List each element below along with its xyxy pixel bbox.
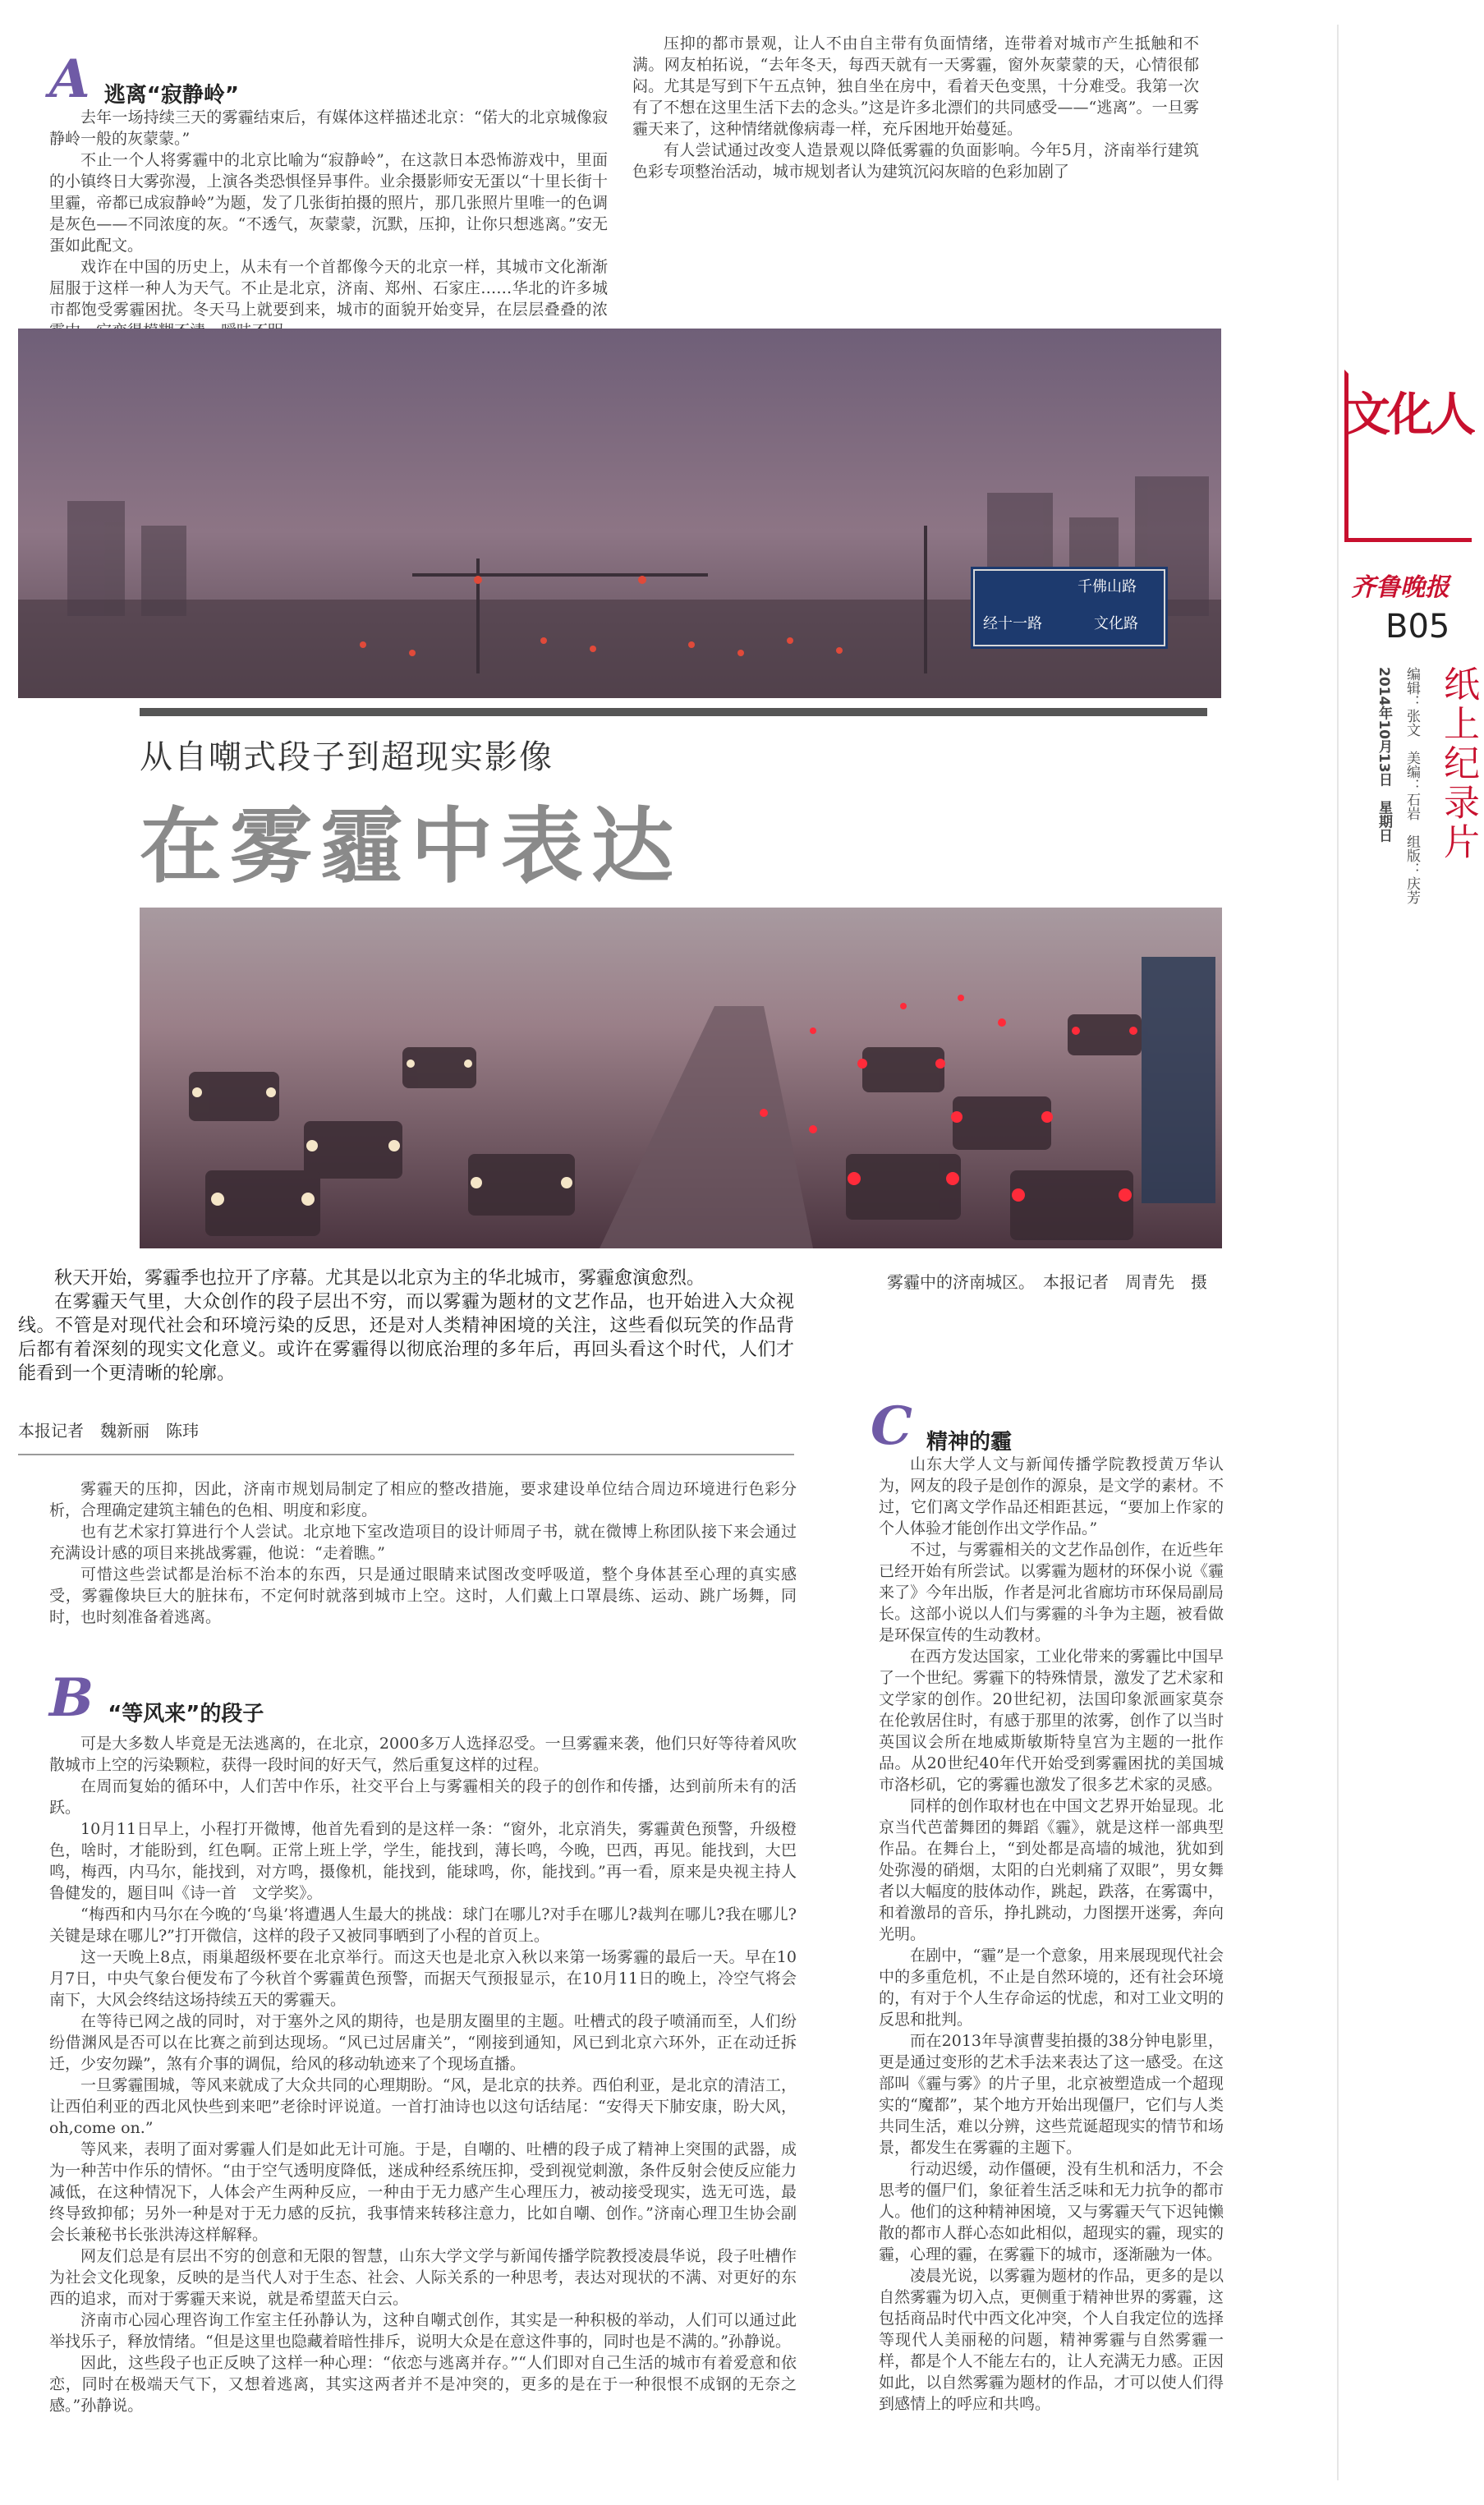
masthead-column [1335, 0, 1481, 2505]
page-section-title: 纸上纪录片 [1437, 665, 1479, 862]
paragraph: 不止一个人将雾霾中的北京比喻为“寂静岭”，在这款日本恐怖游戏中，里面的小镇终日大雾弥漫，上演各类恐惧怪异事件。业余摄影师安无蛋以“十里长街十里霾，帝都已成寂静岭”为题，发了几张街拍摄的照片，那几张照片里唯一的色调是灰色——不同浓度的灰。“不透气，灰蒙蒙，沉默，压抑，让你只想逃离。”安无蛋如此配文。 [49, 151, 608, 255]
issue-date: 2014年10月13日 星期日 [1376, 667, 1392, 843]
page-number: B05 [1385, 608, 1450, 646]
section-a-left-column [49, 107, 608, 319]
paragraph: 有人尝试通过改变人造景观以降低雾霾的负面影响。今年5月，济南举行建筑色彩专项整治活动，城市规划者认为建筑沉闷灰暗的色彩加剧了 [632, 141, 1199, 181]
intro-paragraph: 在雾霾天气里，大众创作的段子层出不穷，而以雾霾为题材的文艺作品，也开始进入大众视线。不管是对现代社会和环境污染的反思，还是对人类精神困境的关注，这些看似玩笑的作品背后都有着深刻的现实文化意义。或许在雾霾得以彻底治理的多年后，再回头看这个时代，人们才能看到一个更清晰的轮廓。 [18, 1292, 794, 1384]
section-c-title: 精神的霾 [926, 1430, 1013, 1455]
intro-paragraph: 秋天开始，雾霾季也拉开了序幕。尤其是以北京为主的华北城市，雾霾愈演愈烈。 [54, 1268, 705, 1289]
paper-name-logo: 齐鲁晚报 [1351, 573, 1450, 602]
section-b-heading [49, 1667, 542, 1729]
paragraph: 凌晨光说，以雾霾为题材的作品，更多的是以自然雾霾为切入点，更侧重于精神世界的雾霾，这包括商品时代中西文化冲突，个人自我定位的选择等现代人美丽秘的问题，精神雾霾与自然雾霾一样，都是个人不能左右的，让人充满无力感。正因如此，以自然雾霾为题材的作品，才可以使人们得到感情上的呼应和共鸣。 [879, 2267, 1224, 2413]
section-letter-a: A [49, 48, 90, 110]
paragraph: 戏诈在中国的历史上，从未有一个首都像今天的北京一样，其城市文化渐渐屈服于这样一种人为天气。不止是北京，济南、郑州、石家庄……华北的许多城市都饱受雾霾困扰。冬天马上就要到来，城市的面貌开始变异，在层层叠叠的浓 [49, 258, 608, 319]
paragraph: 因此，这些段子也正反映了这样一种心理：“依恋与逃离并存。”“人们即对自己生活的城市有着爱意和依恋，同时在极端天气下，又想着逃离，其实这两者并不是冲突的，更多的是在于一种很恨不成钢的无奈之感。”孙静说。 [49, 2354, 797, 2415]
section-b-body [49, 1733, 797, 2480]
paragraph: 行动迟缓，动作僵硬，没有生机和活力，不会思考的僵尸们，象征着生活乏味和无力抗争的都市人。他们的这种精神困境，又与雾霾天气下迟钝懒散的都市人群心态如此相似，超现实的霾，现实的霾，心理的霾，在雾霾下的城市，逐渐融为一体。 [879, 2160, 1224, 2264]
paragraph: 在周而复始的循环中，人们苦中作乐，社交平台上与雾霾相关的段子的创作和传播，达到前所未有的活跃。 [49, 1777, 797, 1817]
section-c-body [879, 1454, 1224, 2480]
paragraph: 不过，与雾霾相关的文艺作品创作，在近些年已经开始有所尝试。以雾霾为题材的环保小说《霾来了》今年出版，作者是河北省廊坊市环保局副局长。这部小说以人们与雾霾的斗争为主题，被看做是环保宣传的生动教材。 [879, 1541, 1224, 1644]
road-sign-text: 文化路 [1094, 615, 1138, 632]
section-a-right-column [632, 33, 1199, 279]
section-divider [18, 1454, 794, 1455]
paragraph: 而在2013年导演曹斐拍摄的38分钟电影里，更是通过变形的艺术手法来表达了这一感受。在这部叫《霾与雾》的片子里，北京被塑造成一个超现实的“魔都”，某个地方开始出现僵尸，它们与人类共同生活，难以分辨，这些荒诞超现实的情节和场景，都发生在雾霾的主题下。 [879, 2032, 1224, 2157]
paragraph: 济南市心园心理咨询工作室主任孙静认为，这种自嘲式创作，其实是一种积极的举动，人们可以通过此举找乐子，释放情绪。“但是这里也隐藏着暗性排斥，说明大众是在意这件事的，同时也是不满的。”孙静说。 [49, 2311, 797, 2351]
paragraph: 网友们总是有层出不穷的创意和无限的智慧，山东大学文学与新闻传播学院教授凌晨华说，段子吐槽作为社会文化现象，反映的是当代人对于生态、社会、人际关系的一种思考，表达对现状的不满、对更好的东西的追求，而对于雾霾天来说，就是希望蓝天白云。 [49, 2247, 797, 2308]
paragraph: 去年一场持续三天的雾霾结束后，有媒体这样描述北京：“偌大的北京城像寂静岭一般的灰蒙蒙。” [49, 108, 608, 148]
road-sign-text: 经十一路 [983, 615, 1042, 632]
section-a-continued [49, 1478, 797, 1628]
paragraph: 山东大学人文与新闻传播学院教授黄万华认为，网友的段子是创作的源泉，是文学的素材。不过，它们离文学作品还相距甚远，“要加上作家的个人体验才能创作出文学作品。” [879, 1455, 1224, 1537]
paragraph: 在等待已网之战的同时，对于塞外之风的期待，也是朋友圈里的主题。吐槽式的段子喷涌而至，人们纷纷借渊风是否可以在比赛之前到达现场。“风已过居庸关”，“刚接到通知，风已到北京六环外，正在动迁拆迁，少安勿躁”，煞有介事的调侃，给风的移动轨迹来了个现场直播。 [49, 2012, 797, 2073]
headline-rule [140, 708, 1207, 716]
section-a-title: 逃离“寂静岭” [103, 83, 239, 108]
paragraph: 在剧中，“霾”是一个意象，用来展现现代社会中的多重危机，不止是自然环境的，还有社会环境的，有对于个人生存命运的忧虑，和对工业文明的反思和批判。 [879, 1947, 1224, 2029]
paragraph: 压抑的都市景观，让人不由自主带有负面情绪，连带着对城市产生抵触和不满。网友柏拓说，“去年冬天，每西天就有一天雾霾，窗外灰蒙蒙的天，心情很郁闷。尤其是写到下午五点钟，独自坐在房中，看着天色变黑，十分难受。我第一次有了不想在这里生活下去的念头。”这是许多北漂们的共同感受——“逃离”。一旦雾霾天来了，这种情绪就像病毒一样，充斥困地开始蔓延。 [632, 34, 1199, 138]
section-letter-b: B [49, 1667, 94, 1729]
paragraph: “梅西和内马尔在今晚的‘鸟巢’将遭遇人生最大的挑战：球门在哪儿?对手在哪儿?裁判在哪儿?我在哪儿?关键是球在哪儿?”打开微信，这样的段子又被同事晒到了小程的首页上。 [49, 1905, 797, 1945]
section-a-heading [49, 48, 378, 110]
paragraph: 可惜这些尝试都是治标不治本的东西，只是通过眼睛来试图改变呼吸道，整个身体甚至心理的真实感受，雾霾像块巨大的脏抹布，不定何时就落到城市上空。这时，人们戴上口罩晨练、运动、跳广场舞，同时，也时刻准备着逃离。 [49, 1565, 797, 1626]
paragraph: 一旦雾霾围城，等风来就成了大众共同的心理期盼。“风，是北京的扶养。西伯利亚，是北京的清洁工，让西伯利亚的西北风快些到来吧”老徐时评说道。一首打油诗也以这句话结尾：“安得天下肺安康，盼大风，oh,come on.” [49, 2076, 797, 2137]
paragraph: 可是大多数人毕竟是无法逃离的，在北京，2000多万人选择忍受。一旦雾霾来袭，他们只好等待着风吹散城市上空的污染颗粒，获得一段时间的好天气，然后重复这样的过程。 [49, 1735, 797, 1774]
column-name: 文化人 [1344, 388, 1473, 442]
section-b-title: “等风来”的段子 [108, 1702, 264, 1726]
paragraph: 等风来，表明了面对雾霾人们是如此无计可施。于是，自嘲的、吐槽的段子成了精神上突围的武器，成为一种苦中作乐的情怀。“由于空气透明度降低，迷成种经系统压抑，受到视觉刺激，条件反射会使反应能力减低，在这种情况下，人体会产生两种反应，一种由于无力感产生心理压力，被动接受现实，选无可选，最终导致抑郁；另外一种是对于无力感的反抗，我事情来转移注意力，比如自嘲、创作。”济南心理卫生协会副会长兼秘书长张洪涛这样解释。 [49, 2140, 797, 2244]
paragraph: 同样的创作取材也在中国文艺界开始显现。北京当代芭蕾舞团的舞蹈《霾》，就是这样一部典型作品。在舞台上，“到处都是高墙的城池，犹如到处弥漫的硝烟，太阳的白光刺痛了双眼”，男女舞者以大幅度的肢体动作，跳起，跌落，在雾霭中，和着激昂的音乐，挣扎跳动，力图摆开迷雾，奔向光明。 [879, 1797, 1224, 1943]
column-logo [1344, 370, 1472, 542]
section-c-heading [871, 1395, 1215, 1457]
paragraph: 在西方发达国家，工业化带来的雾霾比中国早了一个世纪。雾霾下的特殊情景，激发了艺术家和文学家的创作。20世纪初，法国印象派画家莫奈在伦敦居住时，有感于那里的浓雾，创作了以当时英国议会所在地威斯敏斯特皇宫为主题的一批作品。从20世纪40年代开始受到雾霾困扰的美国城市洛杉矶，它的雾霾也激发了很多艺术家的灵感。 [879, 1648, 1224, 1794]
road-sign-text: 千佛山路 [1077, 578, 1137, 595]
smog-photo-top [18, 329, 1221, 698]
paragraph: 也有艺术家打算进行个人尝试。北京地下室改造项目的设计师周子书，就在微博上称团队接下来会通过充满设计感的项目来挑战雾霾，他说：“走着瞧。” [49, 1523, 797, 1562]
credits: 编辑：张文 美编：石岩 组版：庆芳 [1404, 667, 1420, 904]
traffic-photo [140, 908, 1222, 1248]
paragraph: 雾霾天的压抑，因此，济南市规划局制定了相应的整改措施，要求建设单位结合周边环境进行色彩分析，合理确定建筑主辅色的色相、明度和彩度。 [49, 1480, 797, 1519]
headline-title: 在雾霾中表达 [140, 798, 682, 894]
photo-caption: 雾霾中的济南城区。 本报记者 周青先 摄 [887, 1272, 1207, 1292]
paragraph: 这一天晚上8点，雨巢超级杯要在北京举行。而这天也是北京入秋以来第一场雾霾的最后一天。早在10月7日，中央气象台便发布了今秋首个雾霾黄色预警，而据天气预报显示，在10月11日的晚上，冷空气将会南下，大风会终结这场持续五天的雾霾天。 [49, 1948, 797, 2009]
byline: 本报记者 魏新丽 陈玮 [18, 1421, 199, 1441]
section-letter-c: C [871, 1395, 912, 1457]
headline-subtitle: 从自嘲式段子到超现实影像 [140, 738, 554, 776]
paragraph: 10月11日早上，小程打开微博，他首先看到的是这样一条：“窗外，北京消失，雾霾黄色预警，升级橙色，啥时，才能盼到，红色啊。正常上班上学，学生，能找到，薄长鸣，今晚，巴西，再见。能找到，大巴鸣，梅西，内马尔，能找到，对方鸣，摄像机，能找到，能球鸣，你，能找到。”再一看，原来是央视主持人鲁健发的，题目叫《诗一首 文学奖》。 [49, 1820, 797, 1902]
intro-lead [18, 1266, 794, 1386]
